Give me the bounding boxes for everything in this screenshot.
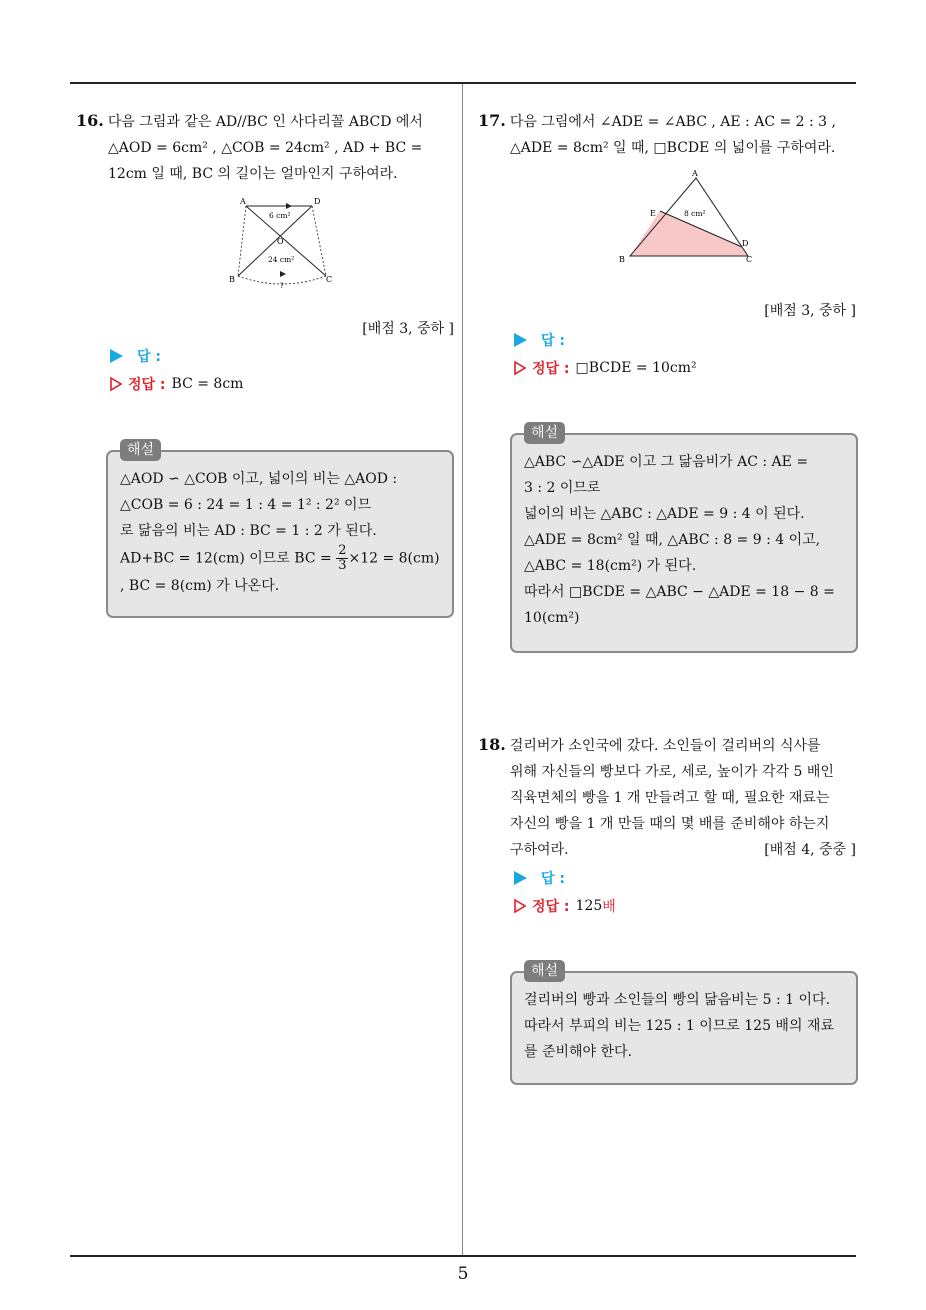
- q18-answer-row: [514, 866, 565, 890]
- q16-fraction: $\frac{2}{3}$: [338, 543, 347, 573]
- q17-label-c: C: [746, 255, 753, 264]
- q16-answer-label: 답 :: [137, 349, 161, 365]
- page-number: 5: [457, 1264, 469, 1284]
- q18-explanation-tag: 해설: [524, 960, 565, 982]
- q17-correct-value: □BCDE = 10cm²: [575, 360, 697, 376]
- q16-explanation-tag: 해설: [120, 439, 161, 461]
- q16-number: 16.: [76, 111, 104, 130]
- q16-label-a: A: [240, 197, 246, 206]
- q18-correct-unit: 배: [602, 899, 616, 915]
- q16-label-d: D: [314, 197, 321, 206]
- q16-bottom-area: 24 cm²: [268, 255, 295, 264]
- q16-label-c: C: [326, 275, 333, 284]
- q18-text: 18. 걸리버가 소인국에 갔다. 소인들이 걸리버의 식사를 위해 자신들의 빵보다 가로, 세로, 높이가 각각 5 배인 직육면체의 빵을 1 개 만들려고 할 때, 필요한 재료는 자신의 빵을 1 개 만들 때의 몇 배를 준비해야 하는지 구하여라. [배점 4, 중중 ]: [478, 732, 856, 863]
- question-16: [76, 108, 454, 187]
- answer-arrow-icon: [514, 333, 527, 347]
- q18-meta: [배점 4, 중중 ]: [764, 842, 856, 858]
- q16-top-area: 6 cm²: [269, 211, 291, 220]
- q17-label-d: D: [742, 239, 749, 248]
- q17-label-b: B: [619, 255, 625, 264]
- answer-arrow-icon: [514, 871, 527, 885]
- q17-triangle-figure: [614, 168, 760, 266]
- q17-explanation-box: 해설 △ABC ∽△ADE 이고 그 닮음비가 AC : AE = 3 : 2 이므로 넓이의 비는 △ABC : △ADE = 9 : 4 이 된다. △ADE = 8cm² 일 때, △ABC : 8 = 9 : 4 이고, △ABC = 18(cm²) 가 된다. 따라서 □BCDE = △ABC − △ADE = 18 − 8 = 10(cm²): [510, 433, 858, 653]
- q16-answer-row: [110, 344, 161, 368]
- q18-correct-value: 125: [575, 898, 603, 914]
- q16-label-b: B: [229, 275, 235, 284]
- q18-number: 18.: [478, 735, 506, 754]
- q16-correct-value: BC = 8cm: [171, 376, 244, 392]
- q17-meta: [배점 3, 중하 ]: [764, 303, 856, 319]
- correct-arrow-icon: [110, 377, 122, 391]
- q17-number: 17.: [478, 111, 506, 130]
- bottom-rule: [70, 1255, 856, 1257]
- q17-explanation-tag: 해설: [524, 422, 565, 444]
- q17-area: 8 cm²: [684, 209, 706, 218]
- correct-arrow-icon: [514, 899, 526, 913]
- question-18: [478, 732, 856, 863]
- q16-text: 16. 다음 그림과 같은 AD//BC 인 사다리꼴 ABCD 에서 △AOD = 6cm² , △COB = 24cm² , AD + BC = 12cm 일 때, BC 의 길이는 얼마인지 구하여라.: [76, 111, 423, 182]
- q18-correct-label: 정답 :: [532, 899, 570, 915]
- correct-arrow-icon: [514, 361, 526, 375]
- q18-correct-row: [514, 894, 616, 918]
- q17-answer-row: [514, 328, 565, 352]
- q17-label-a: A: [692, 169, 698, 178]
- q17-answer-label: 답 :: [541, 333, 565, 349]
- q18-explanation-box: 해설 걸리버의 빵과 소인들의 빵의 닮음비는 5 : 1 이다. 따라서 부피의 비는 125 : 1 이므로 125 배의 재료 를 준비해야 한다.: [510, 971, 858, 1085]
- q17-label-e: E: [650, 209, 656, 218]
- q16-trapezoid-figure: [226, 192, 336, 292]
- q18-answer-label: 답 :: [541, 871, 565, 887]
- q16-arrow-label: ?: [280, 282, 284, 290]
- q17-correct-row: [514, 356, 697, 380]
- q16-correct-label: 정답 :: [128, 377, 166, 393]
- q16-explanation-box: 해설 △AOD ∽ △COB 이고, 넓이의 비는 △AOD : △COB = 6 : 24 = 1 : 4 = 1² : 2² 이므 로 닮음의 비는 AD : BC = 1 : 2 가 된다. AD+BC = 12(cm) 이므로 BC = $\frac{2}{3}$ ×12 = 8(cm) , BC = 8(cm) 가 나온다.: [106, 450, 454, 618]
- top-rule: [70, 82, 856, 84]
- answer-arrow-icon: [110, 349, 123, 363]
- q17-correct-label: 정답 :: [532, 361, 570, 377]
- q16-label-o: O: [277, 237, 284, 246]
- q17-text: 17. 다음 그림에서 ∠ADE = ∠ABC , AE : AC = 2 : 3 , △ADE = 8cm² 일 때, □BCDE 의 넓이를 구하여라.: [478, 111, 836, 156]
- column-divider: [462, 84, 463, 1256]
- question-17: [478, 108, 856, 161]
- q16-meta: [배점 3, 중하 ]: [362, 321, 454, 337]
- q16-correct-row: [110, 372, 243, 396]
